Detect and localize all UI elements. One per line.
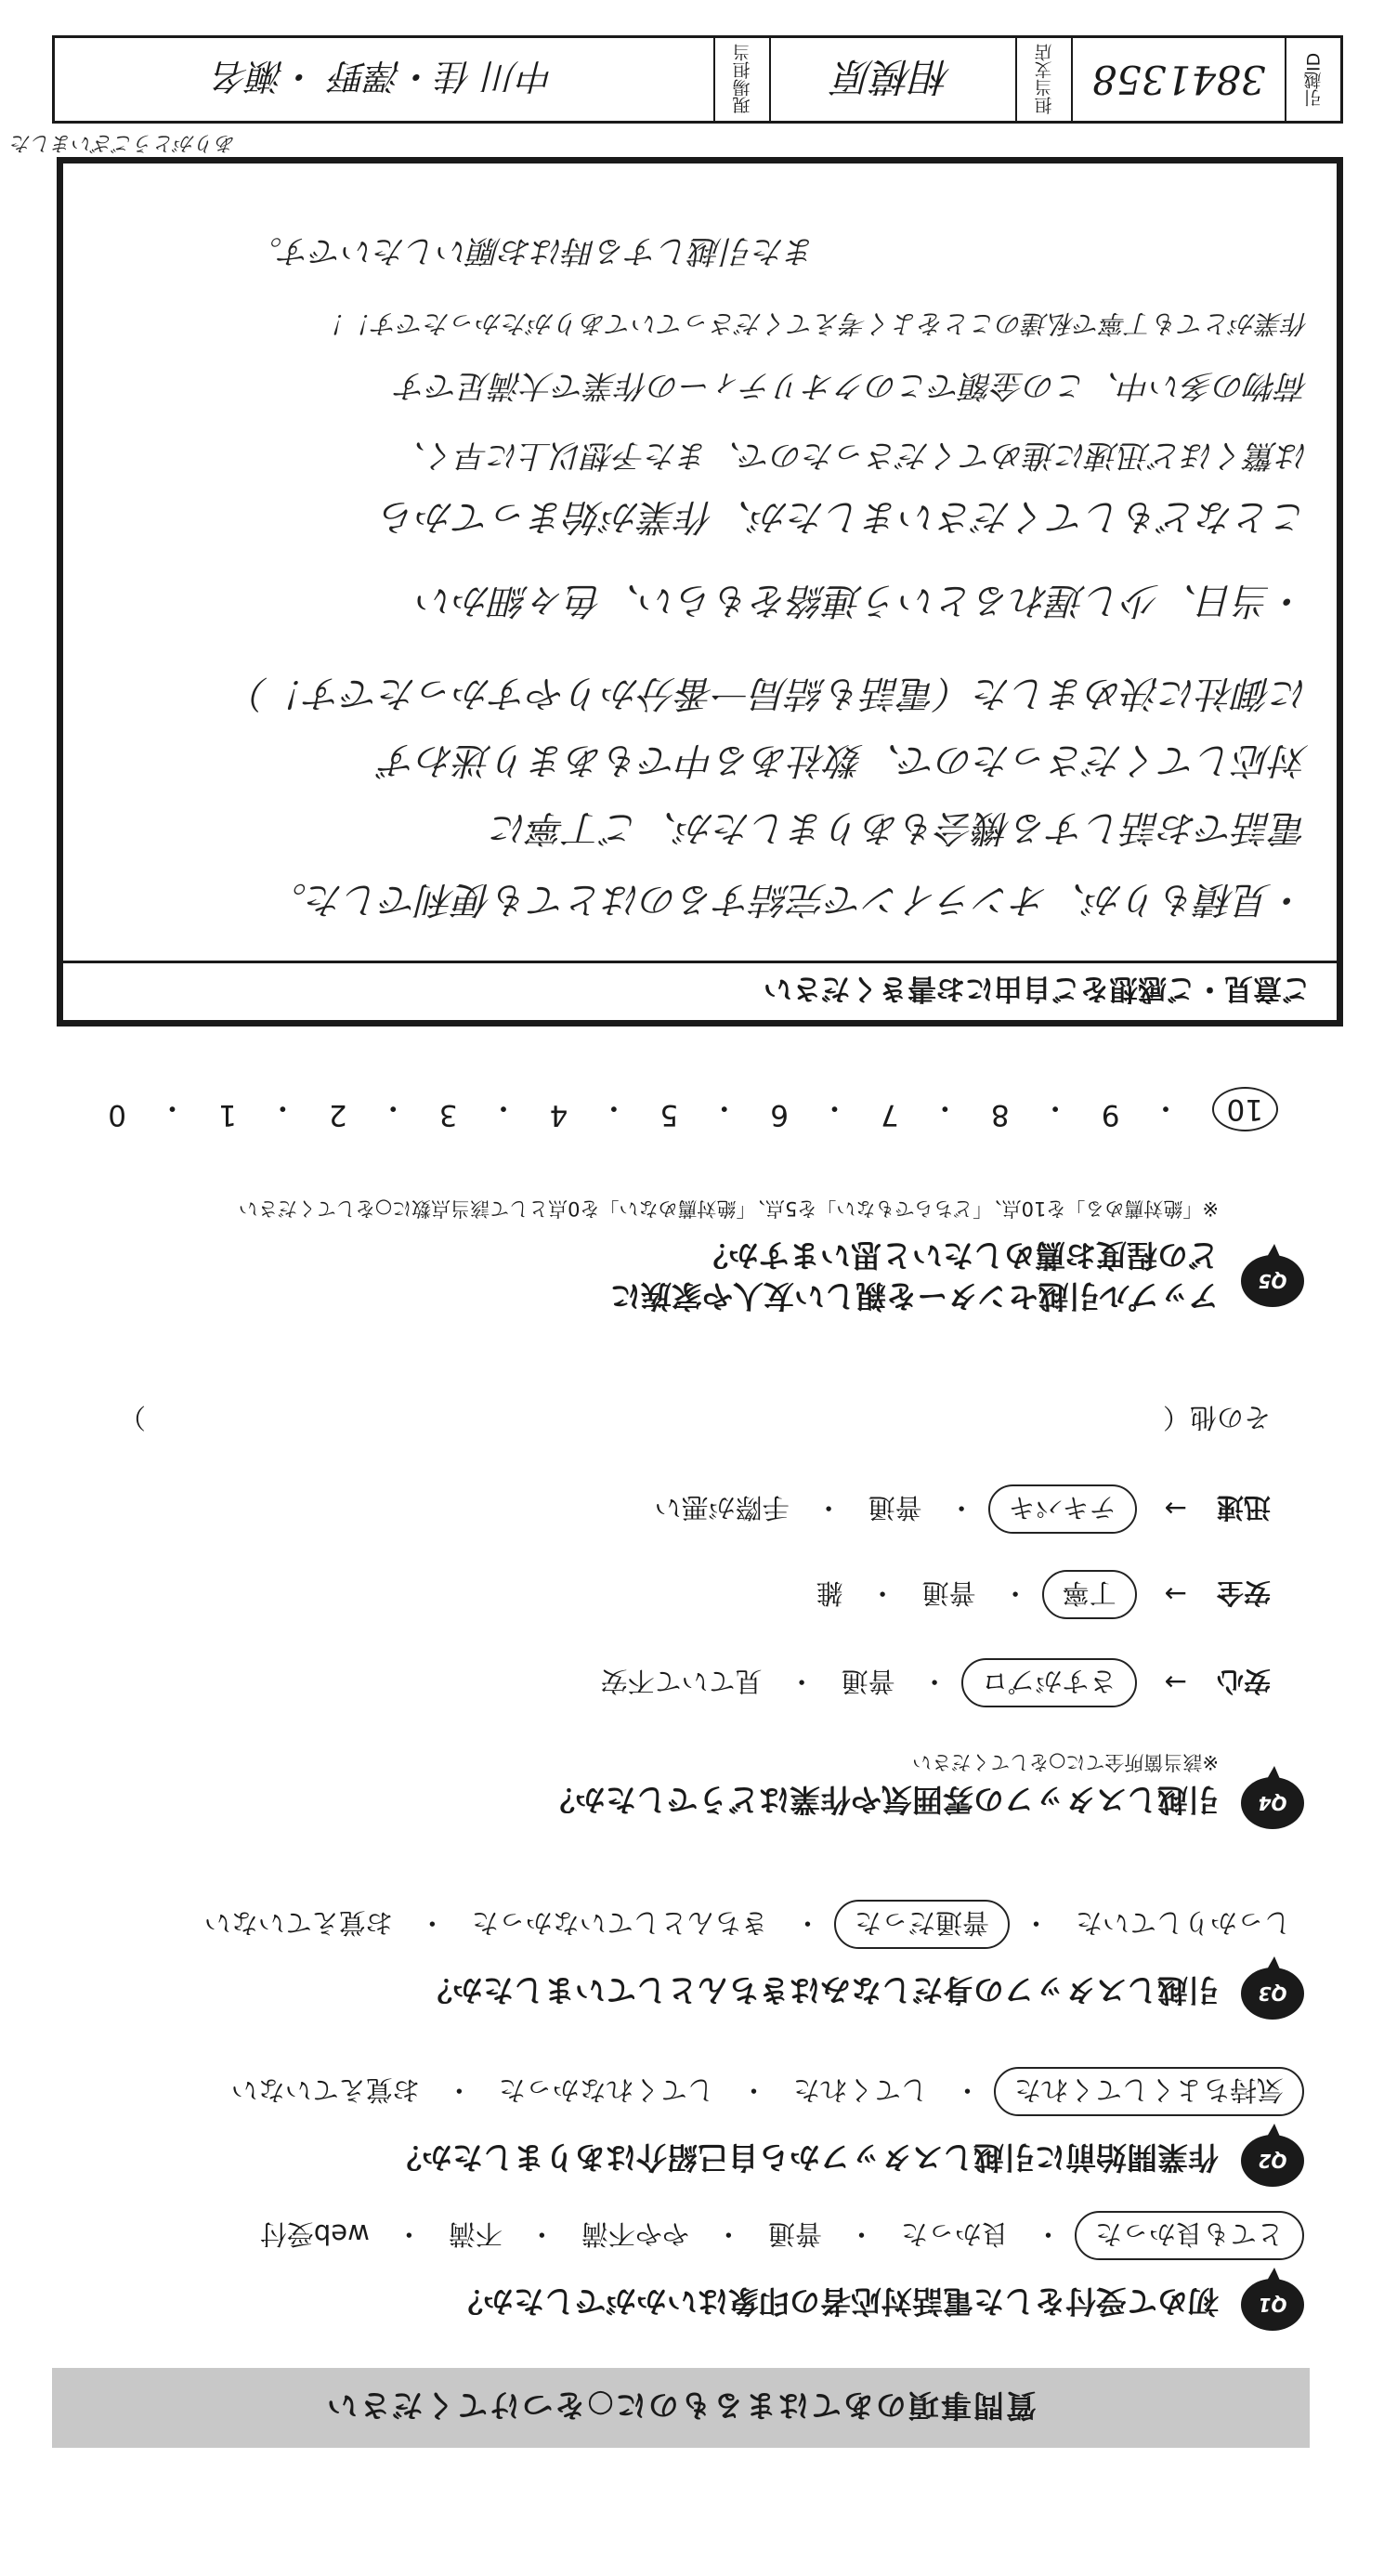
score-6[interactable]: 6	[770, 1098, 789, 1131]
q4-other	[119, 1400, 1271, 1438]
q4-text: 引越しスタッフの雰囲気や作業はどうでしたか？	[544, 1782, 1219, 1818]
score-9[interactable]: 9	[1101, 1098, 1120, 1131]
q4-row2-option-2[interactable]: 普通	[921, 1577, 976, 1609]
comment-box[interactable]	[57, 157, 1343, 1026]
comment-line-8: 荷物の多い中、この金額でこのクオリティーの作業で大満足です	[396, 367, 1309, 404]
staff-label: 現場担当	[732, 44, 753, 115]
comment-line-9: 作業がとても丁寧で私達のことをよく考えてくださっていてありがたかったです！！	[320, 308, 1309, 339]
comment-line-7: は驚くほど迅速に進めてくださったので、また予想以上に早く、	[394, 437, 1309, 474]
comment-line-4: に御社に決めました（電話も結局一番分かりやすかったです！）	[231, 672, 1309, 714]
q4-row2-option-1[interactable]: 丁寧	[1042, 1570, 1137, 1619]
q4-row1-option-3[interactable]: 見ていて不安	[600, 1666, 763, 1697]
q1-option-1[interactable]: とても良かった	[1075, 2211, 1304, 2260]
q3-options: しっかりしていた ・ 普通だった ・ きちんとしていなかった ・ お覚えていない	[191, 1900, 1304, 1949]
q1-option-2[interactable]: 良かった	[900, 2218, 1009, 2250]
q5-scale: 10 ・ 9 ・ 8 ・ 7 ・ 6 ・ 5 ・ 4 ・ 3 ・ 2 ・ 1 ・ 0	[108, 1087, 1278, 1131]
q3-option-4[interactable]: お覚えていない	[203, 1907, 393, 1939]
comment-title: ご意見・ご感想をご自由にお書きください	[63, 961, 1337, 1020]
score-1[interactable]: 1	[218, 1098, 237, 1131]
q3-text: 引越しスタッフの身だしなみはきちんとしていましたか？	[422, 1972, 1219, 2008]
q2-text: 作業開始前に引越しスタッフから自己紹介はありましたか？	[391, 2139, 1219, 2176]
comment-line-10: また引越しする時はお願いしたいです。	[250, 232, 816, 269]
score-0[interactable]: 0	[108, 1098, 126, 1131]
comment-line-5: ・当日、少し遅れるという連絡をもらい、色々細かい	[417, 579, 1309, 621]
q1-option-4[interactable]: やや不満	[581, 2218, 689, 2250]
id-row	[52, 35, 1343, 124]
q4-row3-option-1[interactable]: テキパキ	[988, 1484, 1137, 1534]
q4-row-label: 安全	[1216, 1577, 1271, 1609]
q4-row3-option-3[interactable]: 手際が悪い	[654, 1492, 790, 1523]
q4-row-label: 迅速	[1216, 1492, 1271, 1523]
move-id-label: 引越ID	[1303, 52, 1325, 107]
q4-other-label: その他（	[1162, 1402, 1271, 1433]
q4-row1-option-2[interactable]: 普通	[841, 1666, 895, 1697]
margin-note: ありがとうございました	[10, 131, 236, 154]
comment-line-2: 電話でお話しする機会もありましたが、ご丁寧に	[491, 806, 1309, 849]
q2-option-3[interactable]: してくれなかった	[498, 2074, 714, 2106]
instruction-banner: 質問事項のあてはまるものに○をつけてください	[52, 2368, 1310, 2448]
q4-row-anzen: 安全 → 丁寧 ・ 普通 ・ 雑	[803, 1570, 1271, 1619]
comment-line-1: ・見積もりが、オンラインで完結するのはとても便利でした。	[269, 878, 1309, 921]
q1-option-6[interactable]: web受付	[259, 2218, 370, 2250]
q3-option-3[interactable]: きちんとしていなかった	[471, 1907, 768, 1939]
q1-option-3[interactable]: 普通	[767, 2218, 822, 2250]
branch-label: 担当支店	[1034, 44, 1055, 115]
branch-value[interactable]: 相模原	[834, 54, 952, 100]
q4-row1-option-1[interactable]: さすがプロ	[961, 1658, 1137, 1707]
q4-row3-option-2[interactable]: 普通	[868, 1492, 922, 1523]
score-2[interactable]: 2	[328, 1098, 347, 1131]
q1-text: 初めて受付をした電話対応者の印象はいかがでしたか？	[452, 2283, 1219, 2320]
q2-badge: Q2	[1241, 2135, 1304, 2187]
move-id-value[interactable]: 3841358	[1091, 57, 1266, 102]
q5-text-line2: どの程度お薦めしたいと思いますか？	[698, 1237, 1219, 1274]
q4-row-anshin: 安心 → さすがプロ ・ 普通 ・ 見ていて不安	[588, 1658, 1271, 1707]
q3-option-2[interactable]: 普通だった	[834, 1900, 1010, 1949]
q2-option-4[interactable]: お覚えていない	[230, 2074, 420, 2106]
comment-line-6: ことなどもしてくださいましたが、作業が始まってから	[380, 495, 1309, 538]
q5-text-line1: アップル引越センターを親しい友人や家族に	[609, 1278, 1219, 1314]
staff-value[interactable]: 中川 佳・澤野 ・瀬名	[214, 56, 555, 97]
q1-options: とても良かった ・ 良かった ・ 普通 ・ やや不満 ・ 不満 ・ web受付	[247, 2211, 1304, 2260]
score-8[interactable]: 8	[990, 1098, 1010, 1131]
q4-row-jinsoku: 迅速 → テキパキ ・ 普通 ・ 手際が悪い	[642, 1484, 1271, 1534]
score-7[interactable]: 7	[881, 1098, 899, 1131]
q4-badge: Q4	[1241, 1777, 1304, 1829]
q2-option-2[interactable]: してくれた	[792, 2074, 928, 2106]
comment-line-3: 対応してくださったので、数社ある中でもあまり迷わず	[380, 739, 1309, 781]
score-10[interactable]: 10	[1212, 1087, 1278, 1131]
score-4[interactable]: 4	[549, 1098, 568, 1131]
q5-badge: Q5	[1241, 1255, 1304, 1307]
q3-badge: Q3	[1241, 1968, 1304, 2020]
score-3[interactable]: 3	[438, 1098, 458, 1131]
q5-note: ※「絶対薦める」を10点、「どちらでもない」を5点、「絶対薦めない」を0点として該当点数に○をしてください	[238, 1197, 1219, 1220]
q1-badge: Q1	[1241, 2279, 1304, 2331]
q3-option-1[interactable]: しっかりしていた	[1075, 1907, 1291, 1939]
score-5[interactable]: 5	[659, 1098, 679, 1131]
q4-row-label: 安心	[1216, 1666, 1271, 1697]
q1-option-5[interactable]: 不満	[448, 2218, 503, 2250]
q4-note: ※該当箇所全てに○をしてください	[912, 1751, 1219, 1773]
q4-row2-option-3[interactable]: 雑	[816, 1577, 843, 1609]
q2-options: 気持ちよくしてくれた ・ してくれた ・ してくれなかった ・ お覚えていない	[218, 2067, 1304, 2116]
q2-option-1[interactable]: 気持ちよくしてくれた	[994, 2067, 1304, 2116]
q4-other-close: ）	[119, 1402, 147, 1433]
